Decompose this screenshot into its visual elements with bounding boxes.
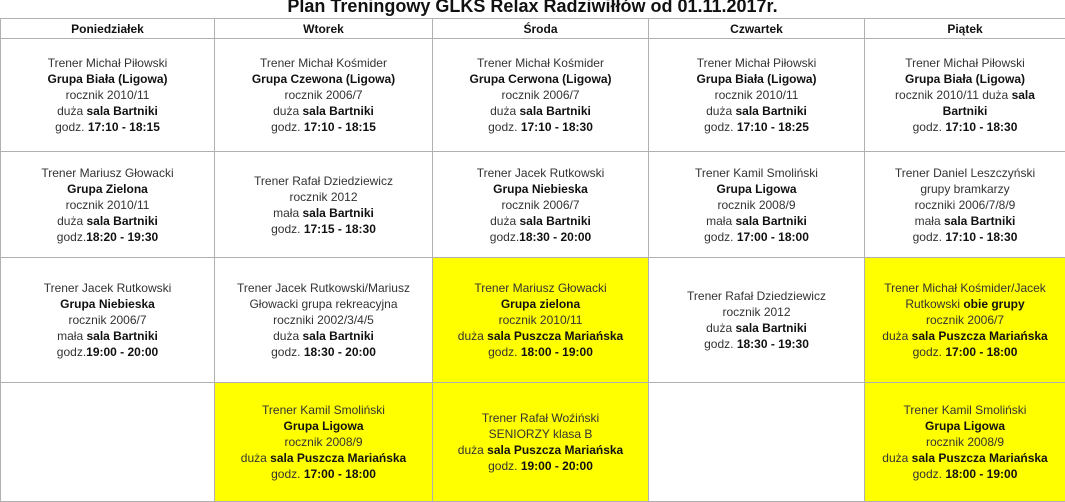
slot-text-bold: 18:30 - 20:00 (304, 345, 376, 359)
slot-text: godz. (271, 467, 304, 481)
slot-text: duża (57, 214, 86, 228)
schedule-row (1, 152, 1065, 258)
slot-line (869, 402, 1061, 418)
slot-line (219, 119, 428, 135)
slot-text: Rutkowski (905, 297, 963, 311)
slot-text-bold: Grupa Zielona (67, 182, 148, 196)
slot-line (653, 213, 860, 229)
slot-line (437, 296, 644, 312)
slot-text: rocznik 2010/11 (66, 88, 150, 102)
training-slot (215, 152, 433, 258)
slot-line (653, 55, 860, 71)
slot-text-bold: Grupa zielona (501, 297, 580, 311)
slot-text-bold: sala Puszcza Mariańska (912, 329, 1048, 343)
slot-line (437, 328, 644, 344)
slot-line (437, 458, 644, 474)
page-title: Plan Treningowy GLKS Relax Radziwiłłów od 01.11.2017r. (0, 0, 1065, 16)
slot-line (5, 55, 210, 71)
training-slot (649, 258, 865, 383)
slot-text: Trener Jacek Rutkowski (44, 281, 172, 295)
slot-text: duża (882, 329, 911, 343)
slot-text-bold: sala Bartniki (944, 214, 1015, 228)
slot-line (219, 280, 428, 296)
slot-line (437, 197, 644, 213)
training-slot (1, 152, 215, 258)
slot-text: duża (57, 104, 86, 118)
day-header: Piątek (865, 19, 1065, 39)
slot-text: godz. (490, 230, 519, 244)
slot-line (437, 213, 644, 229)
slot-text: godz. (913, 345, 946, 359)
slot-text: duża (273, 104, 302, 118)
slot-line (869, 312, 1061, 328)
slot-text: Trener Michał Kośmider/Jacek (884, 281, 1046, 295)
schedule-row (1, 258, 1065, 383)
slot-text: Trener Jacek Rutkowski (477, 166, 605, 180)
slot-text: rocznik 2010/11 (499, 313, 583, 327)
slot-text-bold: sala Bartniki (302, 329, 373, 343)
slot-line (219, 328, 428, 344)
slot-line (653, 304, 860, 320)
slot-line (653, 197, 860, 213)
slot-line (869, 344, 1061, 360)
slot-text-bold: obie grupy (963, 297, 1024, 311)
slot-text: roczniki 2002/3/4/5 (273, 313, 374, 327)
slot-line (437, 344, 644, 360)
slot-text: rocznik 2010/11 (66, 198, 150, 212)
slot-text-bold: 18:00 - 19:00 (945, 467, 1017, 481)
training-slot-highlighted (865, 383, 1065, 502)
schedule-table (0, 18, 1065, 502)
slot-text-bold: 17:10 - 18:30 (521, 120, 593, 134)
slot-line (653, 87, 860, 103)
day-header: Wtorek (215, 19, 433, 39)
slot-text: Trener Michał Kośmider (260, 56, 387, 70)
slot-text-bold: sala Bartniki (519, 214, 590, 228)
slot-text: godz. (704, 120, 737, 134)
slot-text-bold: sala Bartniki (86, 104, 157, 118)
training-slot (433, 39, 649, 152)
slot-text-bold: sala Puszcza Mariańska (487, 329, 623, 343)
slot-text-bold: sala Puszcza Mariańska (270, 451, 406, 465)
slot-line (869, 165, 1061, 181)
slot-line (437, 87, 644, 103)
slot-text: Trener Rafał Dziedziewicz (254, 174, 393, 188)
training-slot (1, 383, 215, 502)
slot-text-bold: sala Bartniki (735, 104, 806, 118)
slot-text-bold: sala Bartniki (735, 214, 806, 228)
slot-text-bold: 17:15 - 18:30 (304, 222, 376, 236)
training-slot (865, 152, 1065, 258)
slot-text-bold: Grupa Cerwona (Ligowa) (469, 72, 611, 86)
slot-line (219, 296, 428, 312)
slot-line (5, 197, 210, 213)
slot-line (869, 55, 1061, 71)
slot-line (869, 280, 1061, 296)
slot-line (5, 229, 210, 245)
slot-text-bold: sala Puszcza Mariańska (912, 451, 1048, 465)
slot-text: rocznik 2006/7 (284, 88, 362, 102)
slot-text: rocznik 2006/7 (501, 88, 579, 102)
slot-line (5, 165, 210, 181)
slot-text: grupy bramkarzy (920, 182, 1009, 196)
slot-text-bold: Bartniki (943, 104, 988, 118)
slot-text: SENIORZY klasa B (489, 427, 593, 441)
slot-line (219, 344, 428, 360)
slot-text-bold: sala Bartniki (519, 104, 590, 118)
slot-text: godz. (271, 120, 304, 134)
training-slot-highlighted (433, 258, 649, 383)
slot-text: Trener Kamil Smoliński (695, 166, 818, 180)
slot-text: godz. (488, 345, 521, 359)
slot-text-bold: 18:20 - 19:30 (86, 230, 158, 244)
slot-line (869, 450, 1061, 466)
training-slot (215, 39, 433, 152)
slot-line (437, 442, 644, 458)
slot-line (869, 434, 1061, 450)
slot-text: mała (57, 329, 86, 343)
slot-text: Trener Michał Kośmider (477, 56, 604, 70)
slot-text: duża (706, 321, 735, 335)
slot-text: rocznik 2012 (289, 190, 357, 204)
slot-line (869, 71, 1061, 87)
slot-text: Trener Mariusz Głowacki (474, 281, 606, 295)
slot-line (5, 296, 210, 312)
slot-line (653, 103, 860, 119)
slot-text-bold: 19:00 - 20:00 (86, 345, 158, 359)
slot-text-bold: 18:30 - 19:30 (737, 337, 809, 351)
slot-text: godz. (55, 120, 88, 134)
slot-text: duża (273, 329, 302, 343)
training-slot (649, 39, 865, 152)
slot-text: godz. (57, 345, 86, 359)
slot-text: Głowacki grupa rekreacyjna (249, 297, 397, 311)
slot-text: mała (915, 214, 944, 228)
slot-line (219, 450, 428, 466)
slot-line (869, 197, 1061, 213)
slot-text-bold: sala Bartniki (86, 329, 157, 343)
slot-text-bold: sala Puszcza Mariańska (487, 443, 623, 457)
slot-text: Trener Kamil Smoliński (262, 403, 385, 417)
day-header: Czwartek (649, 19, 865, 39)
slot-line (219, 221, 428, 237)
slot-line (437, 181, 644, 197)
slot-line (5, 119, 210, 135)
slot-text: rocznik 2008/9 (284, 435, 362, 449)
slot-line (437, 119, 644, 135)
slot-text: Trener Mariusz Głowacki (41, 166, 173, 180)
training-slot (649, 383, 865, 502)
slot-text: Trener Michał Piłowski (905, 56, 1025, 70)
slot-line (437, 55, 644, 71)
training-slot (1, 258, 215, 383)
slot-line (437, 280, 644, 296)
slot-line (219, 466, 428, 482)
slot-line (5, 87, 210, 103)
slot-line (653, 288, 860, 304)
slot-line (437, 312, 644, 328)
slot-text-bold: 17:00 - 18:00 (737, 230, 809, 244)
slot-text-bold: Grupa Biała (Ligowa) (696, 72, 816, 86)
slot-line (5, 280, 210, 296)
slot-text: duża (490, 214, 519, 228)
slot-line (869, 213, 1061, 229)
slot-line (437, 229, 644, 245)
slot-text: duża (882, 451, 911, 465)
slot-text: godz. (913, 120, 946, 134)
slot-text-bold: Grupa Ligowa (925, 419, 1005, 433)
slot-text-bold: sala Bartniki (86, 214, 157, 228)
slot-text-bold: sala Bartniki (735, 321, 806, 335)
slot-text-bold: 17:10 - 18:30 (945, 230, 1017, 244)
slot-line (219, 402, 428, 418)
training-slot (433, 152, 649, 258)
slot-text: rocznik 2012 (722, 305, 790, 319)
training-slot-highlighted (865, 258, 1065, 383)
slot-line (653, 229, 860, 245)
day-header: Poniedziałek (1, 19, 215, 39)
slot-text: duża (706, 104, 735, 118)
slot-text-bold: Grupa Ligowa (283, 419, 363, 433)
slot-line (5, 344, 210, 360)
slot-text: godz. (57, 230, 86, 244)
slot-text: godz. (913, 467, 946, 481)
slot-line (219, 55, 428, 71)
training-slot (215, 258, 433, 383)
slot-text: mała (706, 214, 735, 228)
slot-line (437, 410, 644, 426)
slot-line (869, 328, 1061, 344)
slot-text-bold: Grupa Czewona (Ligowa) (252, 72, 395, 86)
slot-text-bold: 17:10 - 18:15 (304, 120, 376, 134)
slot-text: Trener Michał Piłowski (48, 56, 168, 70)
slot-line (5, 71, 210, 87)
slot-text: godz. (704, 337, 737, 351)
slot-text: rocznik 2006/7 (68, 313, 146, 327)
slot-text-bold: 18:00 - 19:00 (521, 345, 593, 359)
training-slot-highlighted (433, 383, 649, 502)
slot-line (869, 296, 1061, 312)
slot-text-bold: 17:00 - 18:00 (304, 467, 376, 481)
slot-text: godz. (913, 230, 946, 244)
slot-text: duża (490, 104, 519, 118)
training-slot (865, 39, 1065, 152)
slot-text: Trener Jacek Rutkowski/Mariusz (237, 281, 410, 295)
slot-text: rocznik 2010/11 duża (895, 88, 1012, 102)
schedule-row (1, 383, 1065, 502)
slot-line (219, 434, 428, 450)
slot-text-bold: sala (1012, 88, 1035, 102)
slot-text: godz. (488, 120, 521, 134)
slot-text: rocznik 2006/7 (501, 198, 579, 212)
slot-text-bold: sala Bartniki (302, 206, 373, 220)
slot-text-bold: Grupa Ligowa (716, 182, 796, 196)
slot-line (437, 426, 644, 442)
slot-text: godz. (488, 459, 521, 473)
slot-text: mała (273, 206, 302, 220)
slot-line (653, 71, 860, 87)
slot-line (437, 71, 644, 87)
slot-text: godz. (704, 230, 737, 244)
slot-text: roczniki 2006/7/8/9 (915, 198, 1016, 212)
slot-line (219, 103, 428, 119)
slot-line (869, 466, 1061, 482)
slot-line (653, 336, 860, 352)
slot-line (219, 173, 428, 189)
slot-text-bold: 17:10 - 18:15 (88, 120, 160, 134)
slot-line (869, 229, 1061, 245)
slot-text: Trener Michał Piłowski (697, 56, 817, 70)
slot-text: Trener Daniel Leszczyński (895, 166, 1035, 180)
slot-text: rocznik 2008/9 (717, 198, 795, 212)
slot-line (219, 312, 428, 328)
slot-text-bold: 17:10 - 18:25 (737, 120, 809, 134)
slot-line (219, 87, 428, 103)
slot-line (869, 87, 1061, 103)
slot-line (869, 103, 1061, 119)
slot-text-bold: sala Bartniki (302, 104, 373, 118)
slot-line (869, 418, 1061, 434)
slot-text: godz. (271, 345, 304, 359)
slot-text: godz. (271, 222, 304, 236)
training-slot-highlighted (215, 383, 433, 502)
schedule-row (1, 39, 1065, 152)
slot-text: Trener Kamil Smoliński (904, 403, 1027, 417)
slot-text: rocznik 2010/11 (715, 88, 799, 102)
slot-text: Trener Rafał Woźiński (482, 411, 599, 425)
slot-text: rocznik 2006/7 (926, 313, 1004, 327)
slot-text: duża (458, 329, 487, 343)
slot-line (219, 71, 428, 87)
slot-text: duża (458, 443, 487, 457)
slot-line (219, 418, 428, 434)
header-row (1, 19, 1065, 39)
slot-text-bold: 19:00 - 20:00 (521, 459, 593, 473)
slot-text-bold: Grupa Niebieska (493, 182, 588, 196)
training-slot (649, 152, 865, 258)
training-slot (1, 39, 215, 152)
slot-line (5, 328, 210, 344)
slot-line (5, 312, 210, 328)
day-header: Środa (433, 19, 649, 39)
slot-line (869, 119, 1061, 135)
slot-text-bold: Grupa Biała (Ligowa) (905, 72, 1025, 86)
slot-line (653, 119, 860, 135)
slot-text-bold: 17:00 - 18:00 (945, 345, 1017, 359)
slot-line (219, 205, 428, 221)
slot-line (437, 165, 644, 181)
slot-line (653, 165, 860, 181)
slot-line (5, 103, 210, 119)
slot-text: Trener Rafał Dziedziewicz (687, 289, 826, 303)
slot-text-bold: 17:10 - 18:30 (945, 120, 1017, 134)
slot-text: duża (241, 451, 270, 465)
slot-line (219, 189, 428, 205)
slot-text: rocznik 2008/9 (926, 435, 1004, 449)
slot-line (437, 103, 644, 119)
slot-line (653, 320, 860, 336)
slot-text-bold: Grupa Niebieska (60, 297, 155, 311)
slot-text-bold: Grupa Biała (Ligowa) (47, 72, 167, 86)
slot-text-bold: 18:30 - 20:00 (519, 230, 591, 244)
slot-line (5, 181, 210, 197)
slot-line (653, 181, 860, 197)
slot-line (5, 213, 210, 229)
slot-line (869, 181, 1061, 197)
